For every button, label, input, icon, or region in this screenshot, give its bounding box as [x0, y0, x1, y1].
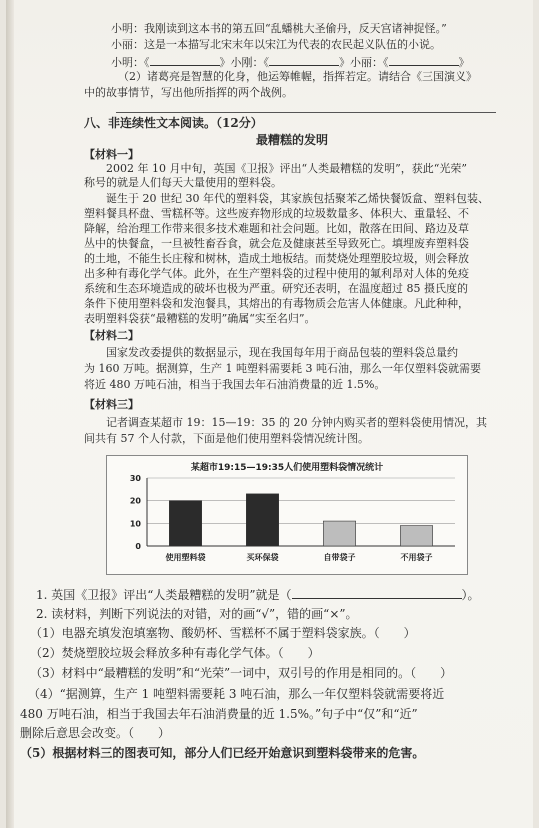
question-1: 1. 英国《卫报》评出“人类最糟糕的发明”就是（ ）。	[36, 588, 480, 602]
material-1-para2: 条件下使用塑料袋和发泡餐具，其熔出的有毒物质会危害人体健康。凡此种种，	[84, 297, 469, 310]
dialogue-xiaoli: 小丽：这是一本描写北宋末年以宋江为代表的农民起义队伍的小说。	[111, 38, 441, 51]
material-2-text: 为 160 万吨。据测算，生产 1 吨塑料需要耗 3 吨石油，那么一年仅塑料袋就需要	[84, 362, 481, 375]
material-1-para1: 2002 年 10 月中旬，英国《卫报》评出“人类最糟糕的发明”，获此“光荣”	[106, 162, 467, 175]
statement-4-cont: 480 万吨石油，相当于我国去年石油消费量的近 1.5%。”句子中“仅”和“近”	[20, 707, 418, 721]
material-1-para2: 表明塑料袋获“最糟糕的发明”确属“实至名归”。	[84, 312, 316, 325]
statement-5: （5）根据材料三的图表可知，部分人们已经开始意识到塑料袋带来的危害。	[20, 746, 425, 760]
material-2-label: 【材料二】	[84, 329, 139, 342]
material-2-text: 国家发改委提供的数据显示，现在我国每年用于商品包装的塑料袋总量约	[106, 346, 458, 359]
question-1-answer-blank[interactable]	[292, 587, 462, 599]
material-1-para2: 丛中的快餐盒，一旦被牲畜吞食，就会危及健康甚至导致死亡。填埋废弃塑料袋	[84, 237, 469, 250]
article-title: 最糟糕的发明	[256, 133, 329, 147]
dialogue-xiaoming: 小明：我刚读到这本书的第五回“乱蟠桃大圣偷丹，反天宫诸神捉怪。”	[111, 22, 447, 35]
chart-svg	[107, 456, 467, 574]
chart-category-label: 不用袋子	[400, 553, 433, 562]
chart-category-label: 买环保袋	[246, 553, 279, 562]
material-1-para2: 的土地，不能生长庄稼和树林，造成土地板结。而焚烧处理塑胶垃圾，则会释放	[84, 252, 469, 265]
statement-2: （2）焚烧塑胶垃圾会释放多种有毒化学气体。（ ）	[30, 646, 320, 660]
material-1-para2: 系统和生态环境造成的破坏也极为严重。研究还表明，在温度超过 85 摄氏度的	[84, 282, 468, 295]
question-zhuge: （2）诸葛亮是智慧的化身，他运筹帷幄，指挥若定。请结合《三国演义》	[118, 70, 477, 83]
material-1-para2: 塑料餐具杯盘、雪糕杯等。这些废弃物形成的垃圾数量多、体积大、重量轻、不	[84, 207, 469, 220]
chart-y-tick-label: 10	[129, 519, 141, 529]
question-2: 2. 读材料，判断下列说法的对错，对的画“√”，错的画“×”。	[36, 607, 358, 621]
statement-4-cont: 删除后意思会改变。（ ）	[20, 726, 171, 740]
statement-1: （1）电器充填发泡填塞物、酸奶杯、雪糕杯不属于塑料袋家族。（ ）	[30, 626, 416, 640]
material-1-para2: 诞生于 20 世纪 30 年代的塑料袋，其家族包括聚苯乙烯快餐饭盒、塑料包装、	[106, 192, 489, 205]
bag-usage-chart	[106, 455, 468, 575]
blank-xiaogang[interactable]	[269, 54, 339, 66]
statement-4: （4）“据测算，生产 1 吨塑料需要耗 3 吨石油，那么一年仅塑料袋就需要将近	[28, 687, 445, 701]
material-1-para2: 出多种有毒化学气体。此外，在生产塑料袋的过程中使用的氟利昂对人体的免疫	[84, 267, 469, 280]
answer-blanks-row: 小明：《 》小刚：《 》小丽：《 》	[111, 56, 470, 69]
chart-bar	[246, 494, 278, 546]
material-1-para1-cont: 称号的就是人们每天大量使用的塑料袋。	[84, 176, 282, 189]
exam-page	[6, 0, 533, 828]
material-3-text: 间共有 57 个人付款，下面是他们使用塑料袋情况统计图。	[84, 432, 369, 445]
answer-line[interactable]	[116, 112, 496, 113]
question-zhuge-cont: 中的故事情节，写出他所指挥的两个战例。	[84, 86, 293, 99]
material-1-label: 【材料一】	[84, 148, 139, 161]
material-3-label: 【材料三】	[84, 398, 139, 411]
statement-3: （3）材料中“最糟糕的发明”和“光荣”一词中，双引号的作用是相同的。（ ）	[30, 666, 453, 680]
material-2-text: 将近 480 万吨石油，相当于我国去年石油消费量的近 1.5%。	[84, 378, 386, 391]
chart-title: 某超市19:15—19:35人们使用塑料袋情况统计	[190, 463, 384, 473]
material-1-para2: 降解，给治理工作带来很多技术难题和社会问题。比如，散落在田间、路边及草	[84, 222, 469, 235]
chart-y-tick-label: 20	[129, 496, 141, 506]
page-edge-shadow	[6, 0, 14, 828]
chart-y-tick-label: 30	[129, 474, 141, 483]
blank-xiaoli[interactable]	[389, 54, 459, 66]
blank-xiaoming[interactable]	[150, 54, 220, 66]
chart-category-label: 自带袋子	[323, 553, 356, 562]
chart-bar	[169, 501, 201, 546]
material-3-text: 记者调查某超市 19：15—19：35 的 20 分钟内购买者的塑料袋使用情况，其	[106, 416, 487, 429]
chart-bar	[400, 526, 432, 546]
chart-category-label: 使用塑料袋	[165, 553, 206, 562]
section-heading: 八、非连续性文本阅读。（12分）	[84, 116, 263, 130]
chart-bar	[323, 521, 355, 546]
chart-y-tick-label: 0	[135, 542, 141, 551]
